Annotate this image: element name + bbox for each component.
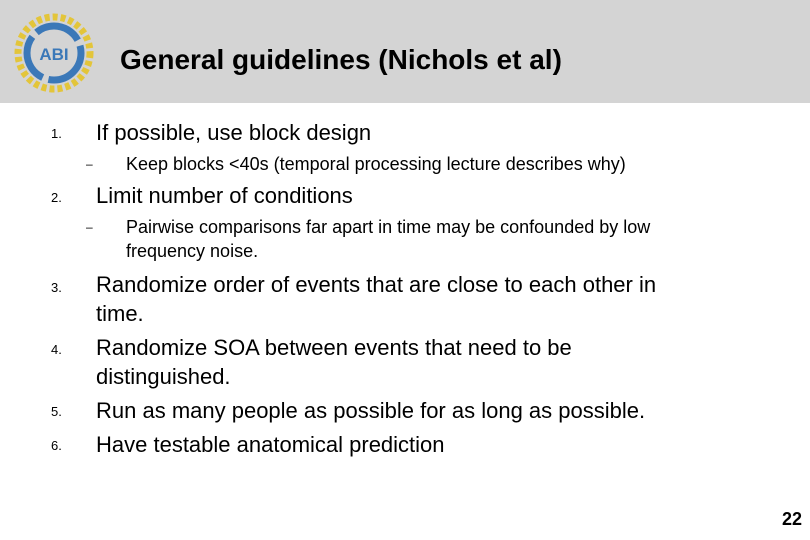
sub-bullet: – (86, 220, 93, 234)
slide-title: General guidelines (Nichols et al) (120, 44, 562, 75)
svg-text:ABI: ABI (39, 45, 69, 64)
list-number: 5. (51, 404, 62, 419)
list-number: 1. (51, 126, 62, 141)
list-item: If possible, use block design (96, 120, 372, 145)
list-number: 6. (51, 438, 62, 453)
list-number: 2. (51, 190, 62, 205)
list-number: 3. (51, 280, 62, 295)
list-item: Limit number of conditions (96, 183, 353, 208)
sub-list-item: Keep blocks <40s (temporal processing lecture describes why) (126, 154, 626, 174)
abi-logo-icon (10, 12, 98, 94)
list-number: 4. (51, 342, 62, 357)
sub-bullet: – (86, 157, 93, 171)
list-item: Randomize SOA between events that need to be (96, 335, 572, 360)
sub-list-item: Pairwise comparisons far apart in time may be confounded by low (126, 217, 651, 237)
list-item: Randomize order of events that are close to each other in (96, 272, 657, 297)
list-item: distinguished. (96, 364, 231, 389)
slide-header (0, 0, 810, 103)
sub-list-item: frequency noise. (126, 241, 259, 261)
list-item: Have testable anatomical prediction (96, 432, 445, 457)
list-item: time. (96, 301, 144, 326)
page-number: 22 (781, 509, 802, 529)
list-item: Run as many people as possible for as long as possible. (96, 398, 646, 423)
